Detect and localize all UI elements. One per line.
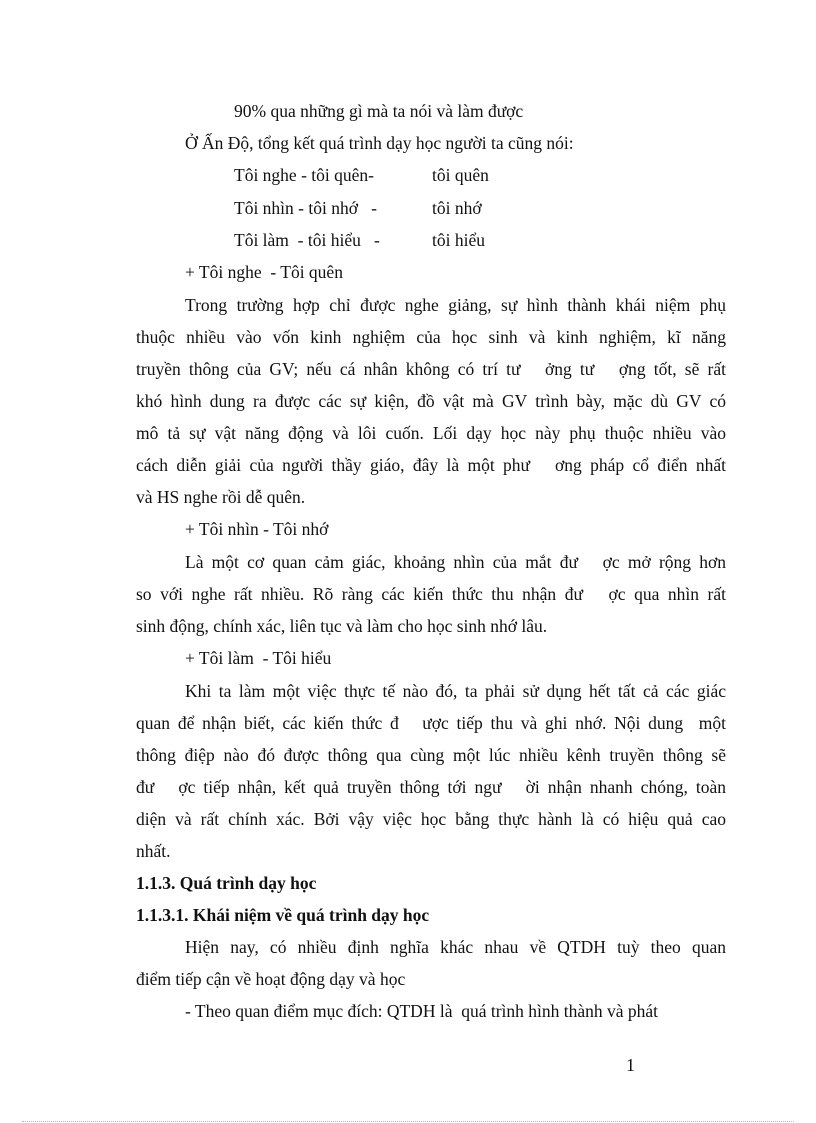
page-number: 1 bbox=[626, 1055, 635, 1075]
paragraph-line: sinh động, chính xác, liên tục và làm cho học sinh nhớ lâu. bbox=[136, 616, 548, 636]
paragraph-line: Khi ta làm một việc thực tế nào đó, ta phải sử dụng hết tất cả các giác bbox=[185, 681, 726, 701]
saying-row bbox=[234, 197, 714, 219]
intro-line-1: 90% qua những gì mà ta nói và làm được bbox=[234, 101, 524, 121]
paragraph-line: thông điệp nào đó được thông qua cùng một lúc nhiều kênh truyền thông sẽ bbox=[136, 745, 726, 765]
saying-row bbox=[234, 164, 714, 186]
section-heading-1-1-3-1: 1.1.3.1. Khái niệm về quá trình dạy học bbox=[136, 905, 430, 925]
section-heading-nhin: + Tôi nhìn - Tôi nhớ bbox=[185, 519, 329, 539]
paragraph-line: Hiện nay, có nhiều định nghĩa khác nhau về QTDH tuỳ theo quan bbox=[185, 937, 726, 957]
paragraph-line: Là một cơ quan cảm giác, khoảng nhìn của mắt đư ợc mở rộng hơn bbox=[185, 552, 726, 572]
saying-left: Tôi làm - tôi hiểu - bbox=[234, 230, 380, 250]
paragraph-line: đư ợc tiếp nhận, kết quả truyền thông tới ngư ời nhận nhanh chóng, toàn bbox=[136, 777, 726, 797]
paragraph-line: quan để nhận biết, các kiến thức đ ược tiếp thu và ghi nhớ. Nội dung một bbox=[136, 713, 726, 733]
saying-right: tôi quên bbox=[432, 165, 489, 185]
paragraph-line: khó hình dung ra được các sự kiện, đồ vật mà GV trình bày, mặc dù GV có bbox=[136, 391, 726, 411]
saying-right: tôi nhớ bbox=[432, 198, 482, 218]
paragraph-line: thuộc nhiều vào vốn kinh nghiệm của học sinh và kinh nghiệm, kĩ năng bbox=[136, 327, 726, 347]
bullet-line: - Theo quan điểm mục đích: QTDH là quá trình hình thành và phát bbox=[185, 1001, 659, 1021]
paragraph-line: mô tả sự vật năng động và lôi cuốn. Lối dạy học này phụ thuộc nhiều vào bbox=[136, 423, 726, 443]
paragraph-line: Trong trường hợp chỉ được nghe giảng, sự hình thành khái niệm phụ bbox=[185, 295, 726, 315]
paragraph-line: truyền thông của GV; nếu cá nhân không có trí tư ởng tư ợng tốt, sẽ rất bbox=[136, 359, 726, 379]
paragraph-line: diện và rất chính xác. Bởi vậy việc học bằng thực hành là có hiệu quả cao bbox=[136, 809, 726, 829]
paragraph-line: điểm tiếp cận về hoạt động dạy và học bbox=[136, 969, 406, 989]
footer-divider bbox=[22, 1121, 794, 1122]
saying-left: Tôi nhìn - tôi nhớ - bbox=[234, 198, 377, 218]
saying-left: Tôi nghe - tôi quên- bbox=[234, 165, 374, 185]
paragraph-line: nhất. bbox=[136, 841, 171, 861]
saying-right: tôi hiểu bbox=[432, 230, 485, 250]
paragraph-line: và HS nghe rồi dễ quên. bbox=[136, 487, 306, 507]
section-heading-nghe: + Tôi nghe - Tôi quên bbox=[185, 262, 343, 282]
section-heading-lam: + Tôi làm - Tôi hiểu bbox=[185, 648, 332, 668]
saying-row bbox=[234, 229, 714, 251]
intro-line-2: Ở Ấn Độ, tổng kết quá trình dạy học người ta cũng nói: bbox=[185, 133, 574, 153]
section-heading-1-1-3: 1.1.3. Quá trình dạy học bbox=[136, 873, 317, 893]
paragraph-line: so với nghe rất nhiều. Rõ ràng các kiến thức thu nhận đư ợc qua nhìn rất bbox=[136, 584, 726, 604]
paragraph-line: cách diễn giải của người thầy giáo, đây là một phư ơng pháp cổ điển nhất bbox=[136, 455, 726, 475]
